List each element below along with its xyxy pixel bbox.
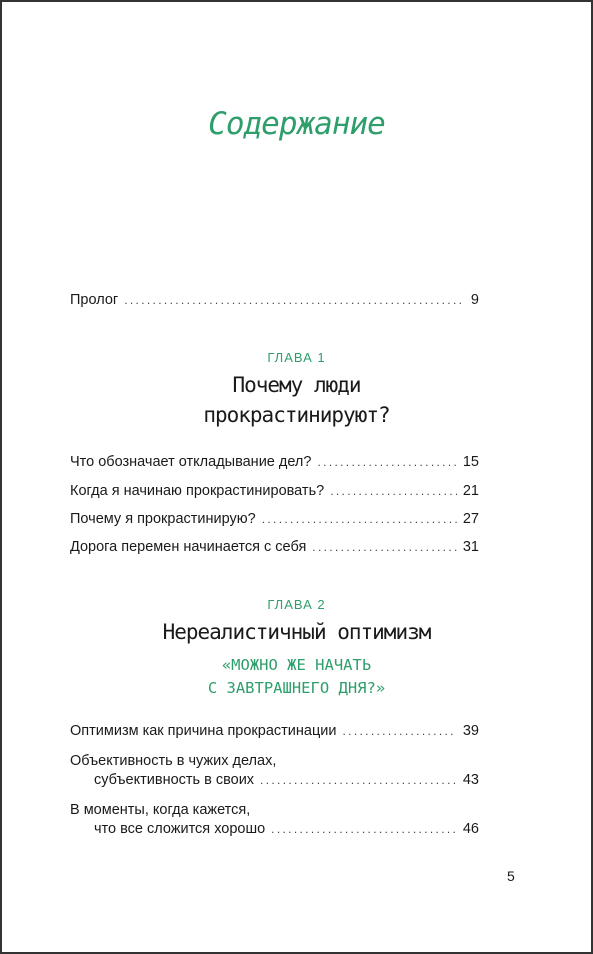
toc-entry-label-line-1: В моменты, когда кажется, bbox=[70, 802, 251, 818]
chapter-2-label: ГЛАВА 2 bbox=[267, 597, 326, 612]
toc-entry-page: 43 bbox=[462, 772, 479, 788]
toc-entry-label: субъективность в своих bbox=[94, 772, 255, 788]
toc-entry-label: что все сложится хорошо bbox=[94, 821, 266, 837]
toc-entry-page: 46 bbox=[462, 821, 479, 837]
toc-entry-label: Оптимизм как причина прокрастинации bbox=[70, 723, 337, 739]
leader-dots bbox=[124, 291, 465, 309]
leader-dots bbox=[342, 722, 456, 740]
chapter-1-title-line-2: прокрастинируют? bbox=[203, 403, 390, 427]
toc-entry-page: 15 bbox=[462, 454, 479, 470]
leader-dots bbox=[271, 820, 457, 838]
toc-entry-page: 21 bbox=[462, 483, 479, 499]
leader-dots bbox=[317, 453, 456, 471]
toc-entry-label: Что обозначает откладывание дел? bbox=[70, 454, 312, 470]
leader-dots bbox=[312, 538, 457, 556]
toc-entry-label: Почему я прокрастинирую? bbox=[70, 511, 256, 527]
chapter-2-subtitle-line-2: С ЗАВТРАШНЕГО ДНЯ?» bbox=[207, 679, 386, 697]
chapter-2-title: Нереалистичный оптимизм bbox=[162, 620, 431, 644]
toc-entry[interactable] bbox=[94, 820, 479, 838]
toc-entry-label-line-1: Объективность в чужих делах, bbox=[70, 753, 277, 769]
chapter-1-label: ГЛАВА 1 bbox=[267, 350, 326, 365]
leader-dots bbox=[260, 771, 457, 789]
toc-entry[interactable] bbox=[94, 771, 479, 789]
toc-entry-page: 31 bbox=[462, 539, 479, 555]
toc-entry-label: Дорога перемен начинается с себя bbox=[70, 539, 307, 555]
page-number: 5 bbox=[507, 868, 515, 884]
toc-entry[interactable] bbox=[70, 482, 479, 500]
toc-entry[interactable] bbox=[70, 453, 479, 471]
toc-entry-prologue[interactable] bbox=[70, 291, 479, 309]
toc-entry-page: 9 bbox=[470, 292, 479, 308]
toc-entry[interactable] bbox=[70, 722, 479, 740]
toc-entry-label: Когда я начинаю прокрастинировать? bbox=[70, 483, 325, 499]
toc-entry-page: 27 bbox=[462, 511, 479, 527]
toc-entry[interactable] bbox=[70, 538, 479, 556]
chapter-2-subtitle-line-1: «МОЖНО ЖЕ НАЧАТЬ bbox=[221, 656, 372, 674]
leader-dots bbox=[262, 510, 457, 528]
toc-entry-page: 39 bbox=[462, 723, 479, 739]
leader-dots bbox=[330, 482, 457, 500]
toc-entry-label: Пролог bbox=[70, 292, 119, 308]
chapter-1-title-line-1: Почему люди bbox=[232, 373, 361, 397]
toc-entry[interactable] bbox=[70, 510, 479, 528]
contents-title: Содержание bbox=[208, 106, 385, 142]
